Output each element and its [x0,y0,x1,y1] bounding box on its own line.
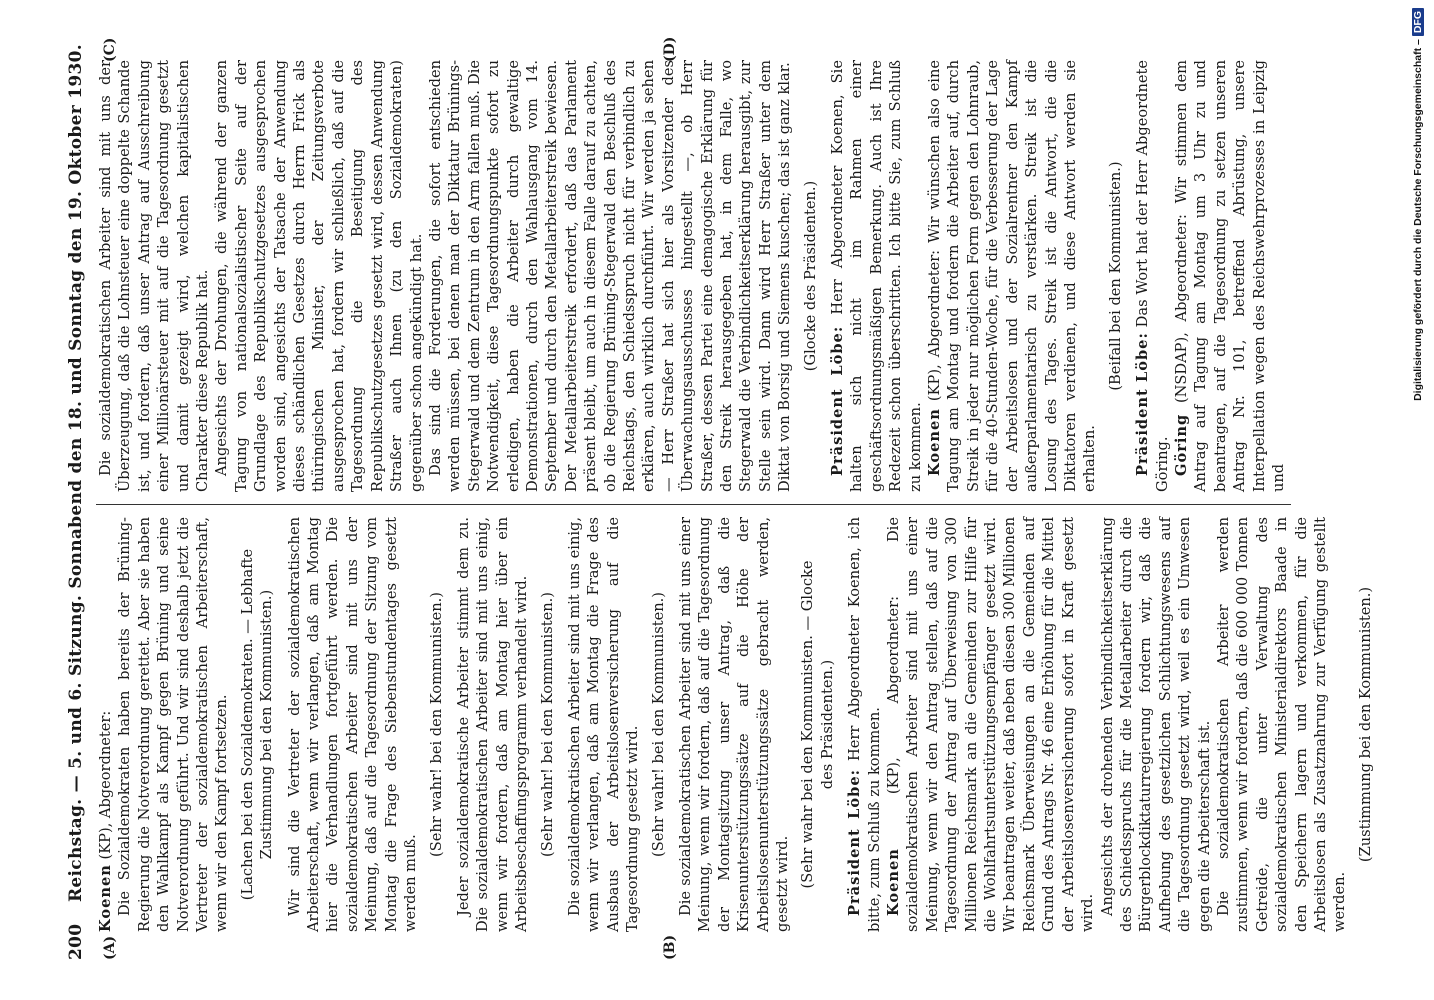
interjection: (Glocke des Präsidenten.) [801,180,819,372]
credit-text: Digitalisierung gefördert durch die Deutsche Forschungsgemeinschaft – [1412,39,1424,401]
speech-text: (KP), Abgeordneter: Wir wünschen also eine Tagung am Montag und fordern die Arbeiter auf, durch Streik in jeder nur möglichen Form gegen den Lohnraub, für die 40-Stunden-Woche, für die Verbesserung der Lage der Arbeitslosen und der Sozialrentner den Kampf außerparlamentarisch zu verstärken. Streik ist die Losung des Tages. Streik ist die Antwort, die die Diktatoren verdienen, und diese Antwort werden sie erhalten. [926,60,1099,492]
interjection: (Sehr wahr! bei den Kommunisten.) [538,592,556,857]
paragraph: Das sind die Forderungen, die sofort entschieden werden müssen, bei denen man der Diktatur Brünings-Stegerwald und dem Zentrum in den Arm fallen muß. Die Notwendigkeit, diese Tagesordnungspunkte sofort zu erledigen, haben die Arbeiter durch gewaltige Demonstrationen, durch den Wahlausgang vom 14. September und durch den Metallarbeiterstreik bewiesen. Der Metallarbeiterstreik erfordert, daß das Parlament präsent bleibt, um auch in diesem Falle darauf zu achten, ob die Regierung Brüning-Stegerwald den Beschluß des Reichstags, den Schiedsspruch nicht für verbindlich zu erklären, auch wirklich durchführt. Wir werden ja sehen — Herr Straßer hat sich hier als Vorsitzender des Überwachungsausschusses hingestellt —, ob Herr Straßer, dessen Partei eine demagogische Erklärung für den Streik herausgegeben hat, in dem Falle, wo Stegerwald die Verbindlichkeitserklärung herausgibt, zur Stelle sein wird. Dann wird Herr Straßer unter dem Diktat von Borsig und Siemens kuschen; das ist ganz klar. [426,60,794,492]
paragraph: Angesichts der drohenden Verbindlichkeitserklärung des Schiedsspruchs für die Metallarbeiter durch die Bürgerblockdiktaturregierung fordern wir, daß die Aufhebung des gesetzlichen Schlichtungswesens auf die Tagesordnung gesetzt wird, weil es ein Umwesen gegen die Arbeiterschaft ist. [1098,517,1213,932]
margin-marker-a: (A) [102,935,118,960]
speech-text: Das Wort hat der Herr Abgeordnete Göring. [1134,60,1171,492]
paragraph: Die Sozialdemokraten haben bereits der Brüning-Regierung die Notverordnung gerettet. Aber sie haben den Wahlkampf als Kampf gegen Brüning und seine Notverordnung geführt. Und wir sind deshalb jetzt die Vertreter der sozialdemokratischen Arbeiterschaft, wenn wir den Kampf fortsetzen. [116,517,231,932]
interjection: (Lachen bei den Sozialdemokraten. — Lebhafte Zustimmung bei den Kommunisten.) [238,548,276,901]
speaker-paragraph [1133,60,1172,492]
speech-text: (NSDAP), Abgeordneter: Wir stimmen dem Antrag auf Tagung am Montag um 3 Uhr zu und beantragen, auf die Tagesordnung zu setzen unseren Antrag Nr. 101, betreffend Abrüstung, unsere Interpellation wegen des Reichswehrprozesses in Leipzig und [1172,60,1287,492]
interjection: (Sehr wahr bei den Kommunisten. — Glocke des Präsidenten.) [799,560,836,889]
left-column [96,517,1374,932]
speech-text: Herr Abgeordneter Koenen, ich bitte, zum Schluß zu kommen. [846,517,883,932]
speaker-paragraph [828,60,925,492]
speaker-name: Präsident Löbe: [1134,332,1152,476]
paragraph: Die sozialdemokratischen Arbeiter sind mit uns einer Meinung, wenn wir fordern, daß auf die Tagesordnung der Montagsitzung unser Antrag, daß die Krisenunterstützungssätze auf die Höhe der Arbeitslosenunterstützungssätze gebracht werden, gesetzt wird. [676,517,791,932]
speaker-paragraph [884,517,1097,932]
paragraph: Die sozialdemokratischen Arbeiter sind mit uns der Überzeugung, daß die Lohnsteuer eine doppelte Schande ist, und fordern, daß unser Antrag auf Ausschreibung einer Millionärsteuer mit auf die Tagesordnung gesetzt und damit gezeigt wird, welchen kapitalistischen Charakter diese Republik hat. [97,60,212,492]
paragraph: Wir sind die Vertreter der sozialdemokratischen Arbeiterschaft, wenn wir verlangen, daß am Montag hier die Verhandlungen fortgeführt werden. Die sozialdemokratischen Arbeiter sind mit uns der Meinung, daß auf die Tagesordnung der Sitzung vom Montag die Frage des Siebenstundentages gesetzt werden muß. [285,517,420,932]
interjection: (Zustimmung bei den Kommunisten.) [1356,586,1374,863]
rotated-page [62,36,1374,960]
speaker-name: Koenen [926,408,944,476]
speech-text: (KP), Abgeordneter: Die sozialdemokratischen Arbeiter sind mit uns einer Meinung, wenn wir den Antrag stellen, daß auf die Tagesordnung der Antrag auf Überweisung von 300 Millionen Reichsmark an die Gemeinden zur Hilfe für die Wohlfahrtsunterstützungsempfänger gesetzt wird. Wir beantragen weiter, daß neben diesen 300 Millionen Reichsmark Überweisungen an die Gemeinden auf Grund des Antrags Nr. 46 eine Erhöhung für die Mittel der Arbeitslosenversicherung sofort in Kraft gesetzt wird. [885,517,1097,932]
margin-marker-d: (D) [662,36,678,62]
interjection: (Sehr wahr! bei den Kommunisten.) [649,592,667,857]
speech-text: (KP), Abgeordneter: [97,710,114,865]
speech-text: Herr Abgeordneter Koenen, Sie halten sich nicht im Rahmen einer geschäftsordnungsmäßigen Bemerkung. Auch ist Ihre Redezeit schon überschritten. Ich bitte Sie, zum Schluß zu kommen. [829,60,924,492]
paragraph: Angesichts der Drohungen, die während der ganzen Tagung von nationalsozialistischer Seite auf der Grundlage des Republikschutzgesetzes ausgesprochen worden sind, angesichts der Tatsache der Anwendung dieses schändlichen Gesetzes durch Herrn Frick als thüringischen Minister, der Zeitungsverbote ausgesprochen hat, fordern wir schließlich, daß auf die Tagesordnung die Beseitigung des Republikschutzgesetzes gesetzt wird, dessen Anwendung Straßer auch Ihnen (zu den Sozialdemokraten) gegenüber schon angekündigt hat. [213,60,425,492]
right-column [96,60,1301,492]
margin-marker-b: (B) [662,934,678,960]
speaker-name: Koenen [97,864,114,932]
column-divider [96,504,1291,505]
page-header [62,40,90,960]
speaker-paragraph [1172,60,1288,492]
digitization-credit [1412,8,1432,998]
speaker-name: Präsident Löbe: [846,768,864,916]
speaker-name: Göring [1172,413,1190,476]
speaker-paragraph [96,517,115,932]
interjection: (Sehr wahr! bei den Kommunisten.) [427,592,445,857]
page-number: 200 [66,923,86,960]
paragraph: Die sozialdemokratischen Arbeiter sind mit uns einig, wenn wir verlangen, daß am Montag die Frage des Ausbaus der Arbeitslosenversicherung auf die Tagesordnung gesetzt wird. [565,517,642,932]
interjection: (Beifall bei den Kommunisten.) [1106,161,1124,391]
paragraph: Die sozialdemokratischen Arbeiter werden zustimmen, wenn wir fordern, daß die 600 000 Tonnen Getreide, die unter Verwaltung des sozialdemokratischen Ministerialdirektors Baade in den Speichern lagern und verkommen, für die Arbeitslosen als Zusatznahrung zur Verfügung gestellt werden. [1214,517,1349,932]
page-title: Reichstag. — 5. und 6. Sitzung. Sonnabend den 18. und Sonntag den 19. Oktober 1930. [66,44,86,902]
dfg-logo: DFG [1412,8,1424,36]
margin-marker-c: (C) [102,37,118,62]
speaker-name: Präsident Löbe: [829,325,847,476]
speaker-paragraph [845,517,884,932]
speaker-paragraph [925,60,1100,492]
speaker-name: Koenen [885,848,903,916]
paragraph: Jeder sozialdemokratische Arbeiter stimmt dem zu. Die sozialdemokratischen Arbeiter sind mit uns einig, wenn wir fordern, daß am Montag hier über ein Arbeitsbeschaffungsprogramm verhandelt wird. [454,517,531,932]
